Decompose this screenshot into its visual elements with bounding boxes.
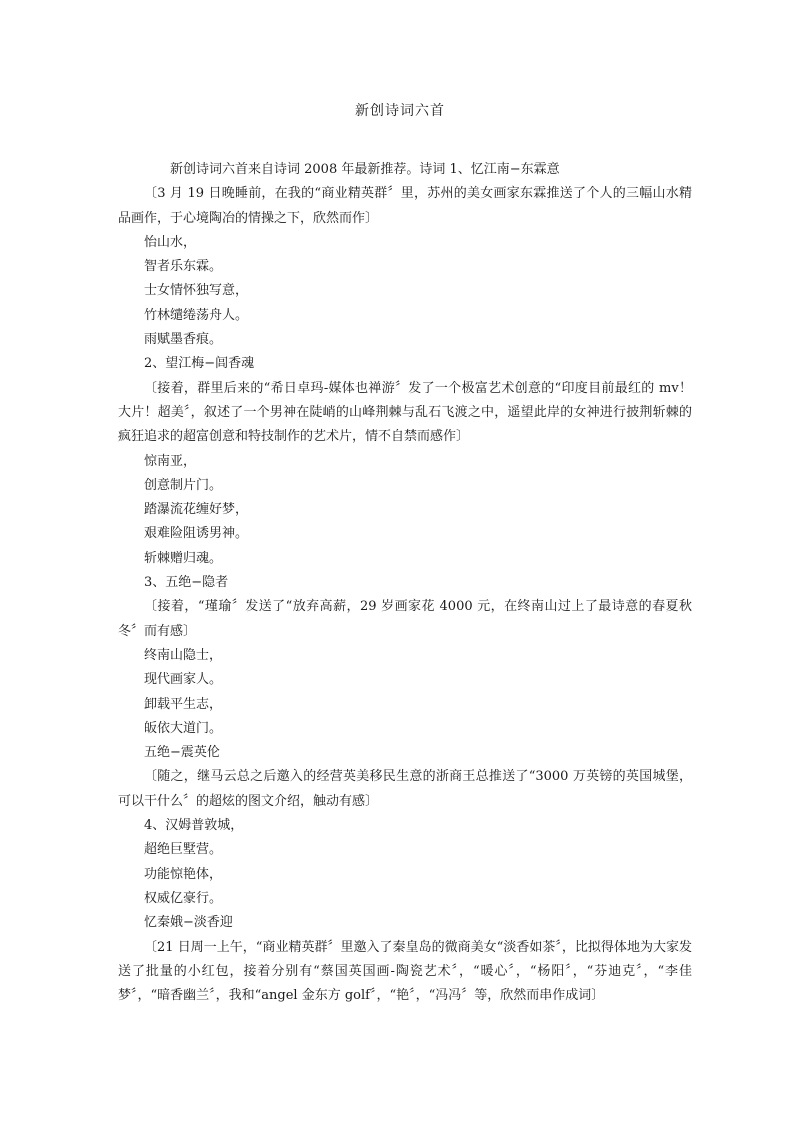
poem-line: 竹林缱绻荡舟人。 <box>144 307 249 323</box>
poem-line: 斩棘赠归魂。 <box>144 550 223 566</box>
paragraph: 〔接着，“瑾瑜〞发送了“放弃高薪，29 岁画家花 4000 元，在终南山过上了最诗意的春夏秋冬〞而有感〕 <box>118 599 692 639</box>
poem-line: 创意制片门。 <box>144 477 223 493</box>
poem-heading: 2、望江梅−闾香魂 <box>144 356 255 372</box>
poem-line: 4、汉姆普敦城， <box>144 818 244 834</box>
poem-line: 怡山水， <box>144 234 197 250</box>
paragraph: 〔随之，继马云总之后邀入的经营英美移民生意的浙商王总推送了“3000 万英镑的英国城堡，可以干什么〞的超炫的图文介绍，触动有感〕 <box>118 769 692 809</box>
poem-line: 终南山隐士， <box>144 647 223 663</box>
document-title: 新创诗词六首 <box>355 103 445 119</box>
poem-line: 超绝巨墅营。 <box>144 842 223 858</box>
poem-line: 踏瀑流花缠好梦， <box>144 502 249 518</box>
paragraph: 〔3 月 19 日晚睡前，在我的“商业精英群〞里，苏州的美女画家东霖推送了个人的三幅山水精品画作，于心境陶冶的情操之下，欣然而作〕 <box>118 186 692 226</box>
poem-line: 士女情怀独写意， <box>144 283 249 299</box>
document-body <box>118 158 692 1008</box>
paragraph: 〔21 日周一上午，“商业精英群〞里邀入了秦皇岛的微商美女“淡香如茶〞，比拟得体地为大家发送了批量的小红包，接着分别有“蔡国英国画-陶瓷艺术〞，“暖心〞，“杨阳〞，“芬迪克〞，“李佳梦〞，“暗香幽兰〞，我和“angel 金东方 golf〞，“艳〞，“冯冯〞等，欣然而串作成词〕 <box>118 939 692 1004</box>
paragraph: 〔接着，群里后来的“希日卓玛-媒体也禅游〞发了一个极富艺术创意的“印度目前最红的 mv！大片！超美〞，叙述了一个男神在陡峭的山峰荆棘与乱石飞渡之中，遥望此岸的女神进行披荆斩棘的疯狂追求的超富创意和特技制作的艺术片，情不自禁而感作〕 <box>118 380 692 445</box>
poem-line: 功能惊艳体， <box>144 866 223 882</box>
poem-line: 惊南亚， <box>144 453 197 469</box>
poem-line: 艰难险阻诱男神。 <box>144 526 249 542</box>
poem-heading: 忆秦娥−淡香迎 <box>144 915 233 931</box>
poem-line: 雨赋墨香痕。 <box>144 332 223 348</box>
poem-heading: 3、五绝−隐者 <box>144 575 229 591</box>
poem-line: 卸载平生志， <box>144 696 223 712</box>
paragraph: 新创诗词六首来自诗词 2008 年最新推荐。诗词 1、忆江南−东霖意 <box>170 162 560 177</box>
poem-line: 现代画家人。 <box>144 672 223 688</box>
poem-heading: 五绝−震英伦 <box>144 745 220 761</box>
poem-line: 权威亿豪行。 <box>144 890 223 906</box>
poem-line: 皈依大道门。 <box>144 720 223 736</box>
poem-line: 智者乐东霖。 <box>144 259 223 275</box>
